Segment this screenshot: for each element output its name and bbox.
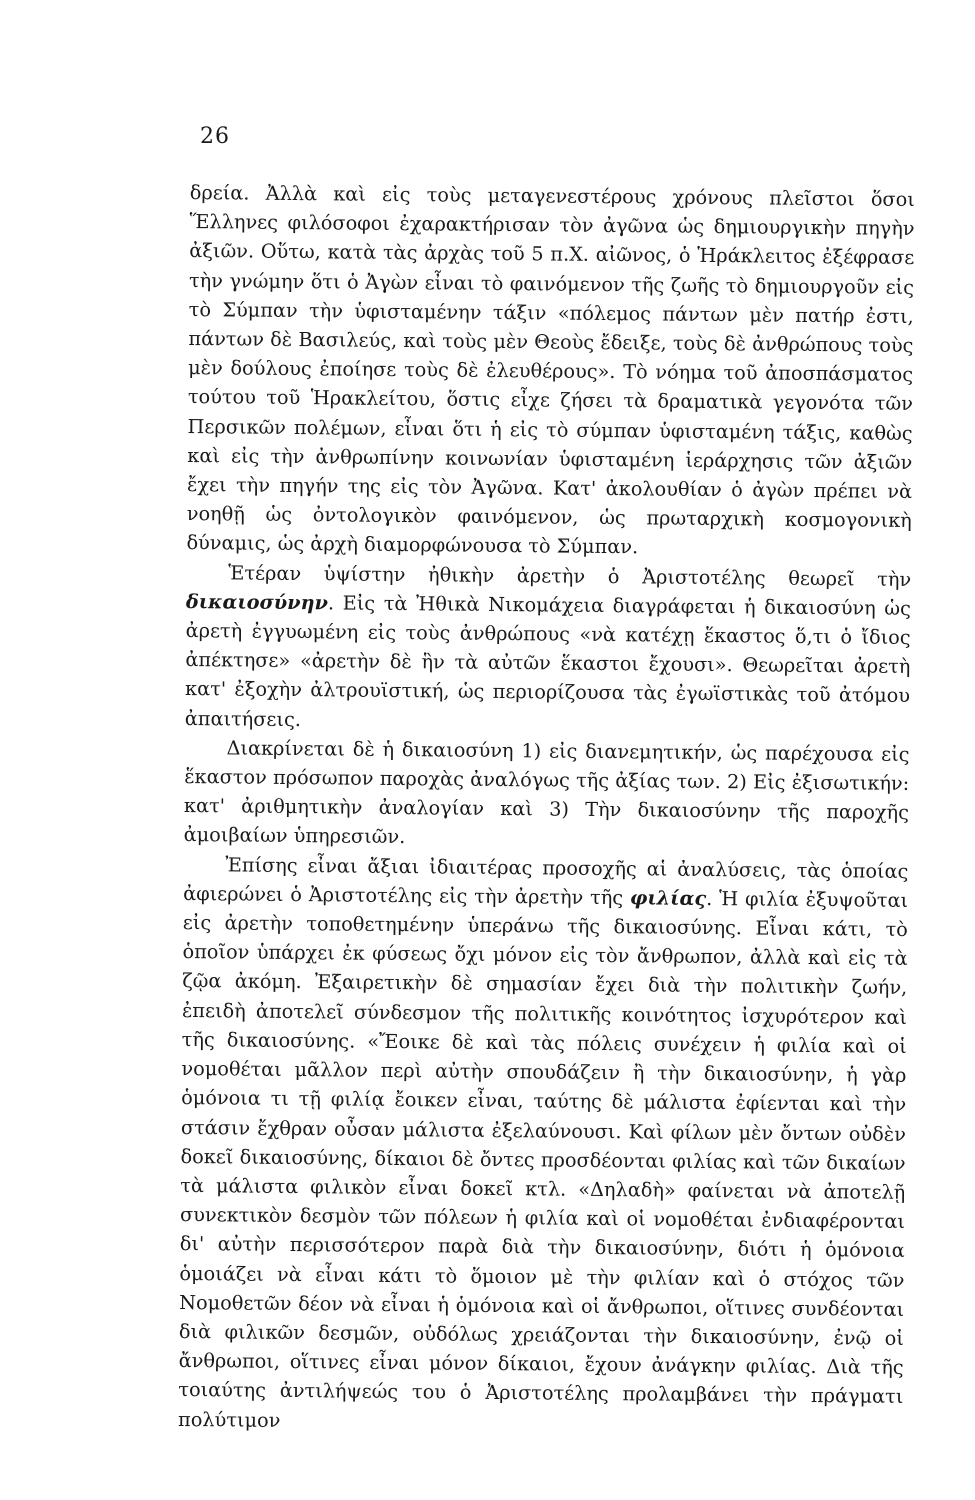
paragraph-1 [186, 178, 915, 565]
body-text [178, 178, 915, 1441]
paragraph-3 [184, 733, 910, 857]
emphasized-term-dikaiosyni: δικαιοσύνην [185, 589, 329, 615]
text-segment: Ἐπίσης εἶναι ἄξιαι ἰδιαιτέρας προσοχῆς αἱ ἀναλύσεις, τὰς ὁποίας ἀφιερώνει ὁ Ἀριστοτέλης εἰς τὴν ἀρετὴν τῆς [183, 853, 909, 910]
text-segment: . Ἡ φιλία ἐξυψοῦται εἰς ἀρετὴν τοποθετημένην ὑπεράνω τῆς δικαιοσύνης. Εἶναι κάτι, τὸ ὁποῖον ὑπάρχει ἐκ φύσεως ὄχι μόνον εἰς τὸν ἄνθρωπον, ἀλλὰ καὶ εἰς τὰ ζῷα ἀκόμη. Ἐξαιρετικὴν δὲ σημασίαν ἔχει διὰ τὴν πολιτικὴν ζωήν, ἐπειδὴ ἀποτελεῖ σύνδεσμον τῆς πολιτικῆς κοινότητος ἰσχυρότερον καὶ τῆς δικαιοσύνης. «Ἔοικε δὲ καὶ τὰς πόλεις συνέχειν ἡ φιλία καὶ οἱ νομοθέται μᾶλλον περὶ αὐτὴν σπουδάζειν ἢ τὴν δικαιοσύνην, ἡ γὰρ ὁμόνοια τι τῇ φιλίᾳ ἔοικεν εἶναι, ταύτης δὲ μάλιστα ἐφίενται καὶ τὴν στάσιν ἔχθραν οὖσαν μάλιστα ἐξελαύνουσι. Καὶ φίλων μὲν ὄντων οὐδὲν δοκεῖ δικαιοσύνης, δίκαιοι δὲ ὄντες προσδέονται φιλίας καὶ τῶν δικαίων τὰ μάλιστα φιλικὸν εἶναι δοκεῖ κτλ. «Δηλαδὴ» φαίνεται νὰ ἀποτελῇ συνεκτικὸν δεσμὸν τῶν πόλεων ἡ φιλία καὶ οἱ νομοθέται ἐνδιαφέρονται δι' αὐτὴν περισσότερον παρὰ διὰ τὴν δικαιοσύνην, διότι ἡ ὁμόνοια ὁμοιάζει νὰ εἶναι κάτι τὸ ὅμοιον μὲ τὴν φιλίαν καὶ ὁ στόχος τῶν Νομοθετῶν δέον νὰ εἶναι ἡ ὁμόνοια καὶ οἱ ἄνθρωποι, οἵτινες συνδέονται διὰ φιλικῶν δεσμῶν, οὐδόλως χρειάζονται τὴν δικαιοσύνην, ἐνῷ οἱ ἄνθρωποι, οἵτινες εἶναι μόνον δίκαιοι, ἔχουν ἀνάγκην φιλίας. Διὰ τῆς τοιαύτης ἀντιλήψεώς του ὁ Ἀριστοτέλης προλαμβάνει τὴν πράγματι πολύτιμον [177, 886, 909, 1432]
page-number: 26 [200, 124, 230, 149]
text-segment: Διακρίνεται δὲ ἡ δικαιοσύνη 1) εἰς διανεμητικήν, ὡς παρέχουσα εἰς ἕκαστον πρόσωπον παροχὰς ἀναλόγως τῆς ἀξίας των. 2) Εἰς ἐξισωτικήν: κατ' ἀριθμητικὴν ἀναλογίαν καὶ 3) Τὴν δικαιοσύνην τῆς παροχῆς ἀμοιβαίων ὑπηρεσιῶν. [183, 736, 910, 849]
emphasized-term-filia: φιλίας [629, 886, 707, 910]
text-segment: Ἑτέραν ὑψίστην ἠθικὴν ἀρετὴν ὁ Ἀριστοτέλης θεωρεῖ τὴν [228, 561, 912, 591]
paragraph-2 [185, 558, 912, 740]
text-segment: δρεία. Ἀλλὰ καὶ εἰς τοὺς μεταγενεστέρους χρόνους πλεῖστοι ὅσοι Ἕλληνες φιλόσοφοι ἐχαρακτήρισαν τὸν ἀγῶνα ὡς δημιουργικὴν πηγὴν ἀξιῶν. Οὕτω, κατὰ τὰς ἀρχὰς τοῦ 5 π.Χ. αἰῶνος, ὁ Ἡράκλειτος ἐξέφρασε τὴν γνώμην ὅτι ὁ Ἀγὼν εἶναι τὸ φαινόμενον τῆς ζωῆς τὸ δημιουργοῦν εἰς τὸ Σύμπαν τὴν ὑφισταμένην τάξιν «πόλεμος πάντων μὲν πατήρ ἐστι, πάντων δὲ Βασιλεύς, καὶ τοὺς μὲν Θεοὺς ἔδειξε, τοὺς δὲ ἀνθρώπους τοὺς μὲν δούλους ἐποίησε τοὺς δὲ ἐλευθέρους». Τὸ νόημα τοῦ ἀποσπάσματος τούτου τοῦ Ἡρακλείτου, ὅστις εἶχε ζήσει τὰ δραματικὰ γεγονότα τῶν Περσικῶν πολέμων, εἶναι ὅτι ἡ εἰς τὸ σύμπαν ὑφισταμένη τάξις, καθὼς καὶ εἰς τὴν ἀνθρωπίνην κοινωνίαν ὑφισταμένη ἱεράρχησις τῶν ἀξιῶν ἔχει τὴν πηγήν της εἰς τὸν Ἀγῶνα. Κατ' ἀκολουθίαν ὁ ἀγὼν πρέπει νὰ νοηθῇ ὡς ὀντολογικὸν φαινόμενον, ὡς πρωταρχικὴ κοσμογονικὴ δύναμις, ὡς ἀρχὴ διαμορφώνουσα τὸ Σύμπαν. [186, 180, 915, 559]
text-segment: . Εἰς τὰ Ἠθικὰ Νικομάχεια διαγράφεται ἡ δικαιοσύνη ὡς ἀρετὴ ἐγγυωμένη εἰς τοὺς ἀνθρώπους «νὰ κατέχῃ ἕκαστος ὅ,τι ὁ ἴδιος ἀπέκτησε» «ἀρετὴν δὲ ἣν τὰ αὐτῶν ἕκαστοι ἔχουσι». Θεωρεῖται ἀρετὴ κατ' ἐξοχὴν ἀλτρουϊστική, ὡς περιορίζουσα τὰς ἐγωϊστικὰς τοῦ ἀτόμου ἀπαιτήσεις. [184, 591, 912, 731]
paragraph-4 [178, 850, 909, 1441]
